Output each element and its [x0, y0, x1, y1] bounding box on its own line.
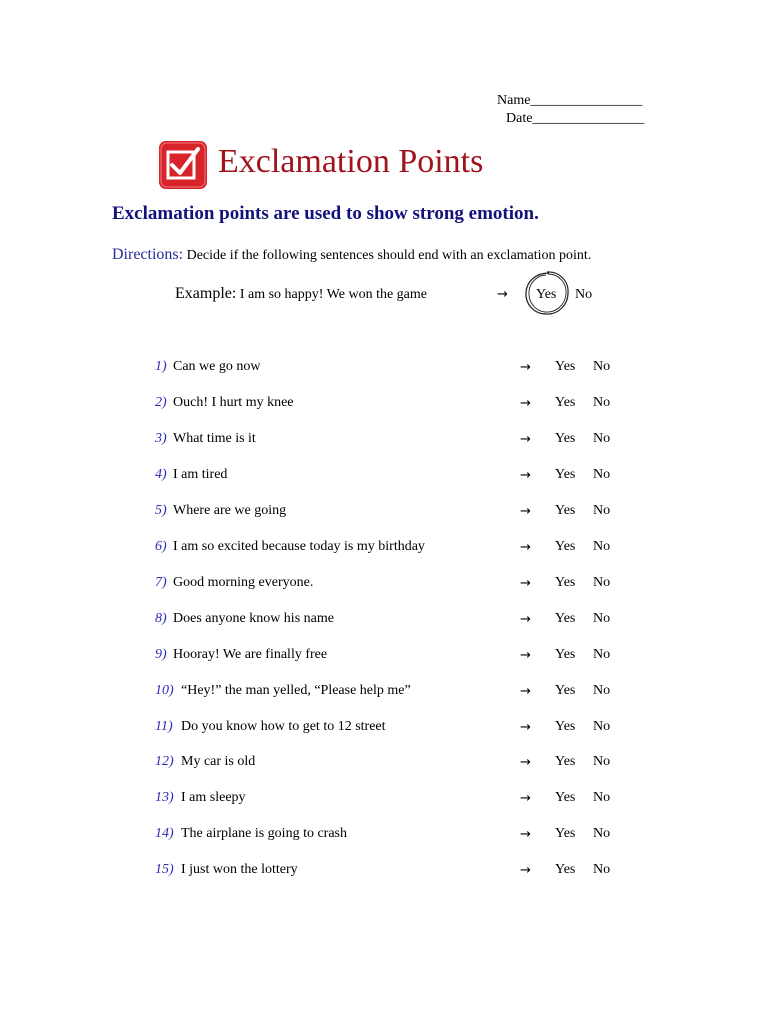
no-option[interactable]: No: [593, 790, 611, 806]
arrow-icon: →: [520, 755, 531, 771]
question-text: Do you know how to get to 12 street: [181, 718, 386, 734]
arrow-icon: →: [520, 503, 531, 519]
question-number: 14): [155, 826, 174, 842]
question-text: Hooray! We are finally free: [173, 646, 328, 662]
yes-option[interactable]: Yes: [555, 394, 576, 410]
yes-option[interactable]: Yes: [555, 574, 576, 590]
arrow-icon: →: [520, 431, 531, 447]
question-text: Ouch! I hurt my knee: [173, 394, 294, 410]
example-yes-option: Yes: [536, 287, 557, 302]
arrow-icon: →: [520, 360, 531, 375]
arrow-icon: →: [520, 827, 531, 843]
question-number: 2): [155, 394, 167, 410]
no-option[interactable]: No: [593, 862, 611, 878]
yes-option[interactable]: Yes: [555, 718, 576, 734]
yes-option[interactable]: Yes: [555, 790, 576, 806]
directions: [112, 246, 591, 264]
no-option[interactable]: No: [593, 430, 611, 446]
yes-option[interactable]: Yes: [555, 682, 576, 698]
no-option[interactable]: No: [593, 502, 611, 518]
yes-option[interactable]: Yes: [555, 502, 576, 518]
question-number: 1): [155, 359, 167, 374]
page-title: Exclamation Points: [218, 143, 484, 180]
question-number: 6): [155, 538, 167, 554]
yes-option[interactable]: Yes: [555, 430, 576, 446]
question-row: [0, 575, 768, 597]
no-option[interactable]: No: [593, 538, 611, 554]
no-option[interactable]: No: [593, 359, 611, 374]
arrow-icon: →: [520, 611, 531, 627]
page-subtitle: Exclamation points are used to show strong emotion.: [112, 203, 539, 224]
question-number: 5): [155, 502, 167, 518]
yes-option[interactable]: Yes: [555, 466, 576, 482]
example-label: Example:: [175, 285, 237, 302]
question-row: [0, 503, 768, 525]
example-arrow-icon: →: [497, 287, 508, 302]
question-number: 10): [155, 682, 174, 698]
question-text: My car is old: [181, 754, 256, 770]
question-row: [0, 467, 768, 489]
question-row: [0, 431, 768, 453]
question-number: 9): [155, 646, 167, 662]
question-row: [0, 862, 768, 884]
question-row: [0, 611, 768, 633]
yes-option[interactable]: Yes: [555, 826, 576, 842]
no-option[interactable]: No: [593, 754, 611, 770]
question-text: I am sleepy: [181, 790, 246, 806]
question-text: I just won the lottery: [181, 862, 298, 878]
yes-option[interactable]: Yes: [555, 646, 576, 662]
question-number: 4): [155, 466, 167, 482]
no-option[interactable]: No: [593, 682, 611, 698]
question-row: [0, 790, 768, 812]
yes-option[interactable]: Yes: [555, 610, 576, 626]
question-row: [0, 754, 768, 776]
example-no-option: No: [575, 287, 593, 302]
question-text: I am tired: [173, 466, 228, 482]
no-option[interactable]: No: [593, 466, 611, 482]
arrow-icon: →: [520, 575, 531, 591]
no-option[interactable]: No: [593, 610, 611, 626]
arrow-icon: →: [520, 467, 531, 483]
question-text: The airplane is going to crash: [181, 826, 348, 842]
question-text: Does anyone know his name: [173, 610, 334, 626]
question-text: Can we go now: [173, 359, 261, 374]
yes-option[interactable]: Yes: [555, 862, 576, 878]
yes-option[interactable]: Yes: [555, 359, 576, 374]
question-number: 3): [155, 430, 167, 446]
arrow-icon: →: [520, 863, 531, 879]
question-number: 13): [155, 790, 174, 806]
question-text: What time is it: [173, 430, 256, 446]
question-row: [0, 359, 768, 381]
no-option[interactable]: No: [593, 826, 611, 842]
yes-option[interactable]: Yes: [555, 754, 576, 770]
directions-text: Decide if the following sentences should end with an exclamation point.: [186, 248, 592, 263]
question-text: I am so excited because today is my birthday: [173, 538, 425, 554]
no-option[interactable]: No: [593, 646, 611, 662]
arrow-icon: →: [520, 647, 531, 663]
question-number: 15): [155, 862, 174, 878]
question-row: [0, 683, 768, 705]
no-option[interactable]: No: [593, 718, 611, 734]
date-field-line[interactable]: Date________________: [506, 111, 645, 126]
question-number: 12): [155, 754, 174, 770]
arrow-icon: →: [520, 719, 531, 735]
example-sentence: I am so happy! We won the game: [239, 287, 427, 302]
checkmark-logo-icon: [158, 140, 208, 190]
question-row: [0, 395, 768, 417]
question-number: 11): [155, 718, 173, 734]
arrow-icon: →: [520, 539, 531, 555]
question-row: [0, 826, 768, 848]
question-row: [0, 539, 768, 561]
question-row: [0, 719, 768, 741]
arrow-icon: →: [520, 683, 531, 699]
question-text: Where are we going: [173, 502, 287, 518]
no-option[interactable]: No: [593, 574, 611, 590]
yes-option[interactable]: Yes: [555, 538, 576, 554]
question-text: Good morning everyone.: [173, 574, 314, 590]
directions-label: Directions:: [112, 246, 184, 263]
question-number: 8): [155, 610, 167, 626]
name-field-line[interactable]: Name________________: [497, 93, 643, 108]
question-number: 7): [155, 574, 167, 590]
example-line: [175, 285, 427, 303]
question-text: “Hey!” the man yelled, “Please help me”: [181, 682, 411, 698]
no-option[interactable]: No: [593, 394, 611, 410]
arrow-icon: →: [520, 791, 531, 807]
question-row: [0, 647, 768, 669]
arrow-icon: →: [520, 395, 531, 411]
